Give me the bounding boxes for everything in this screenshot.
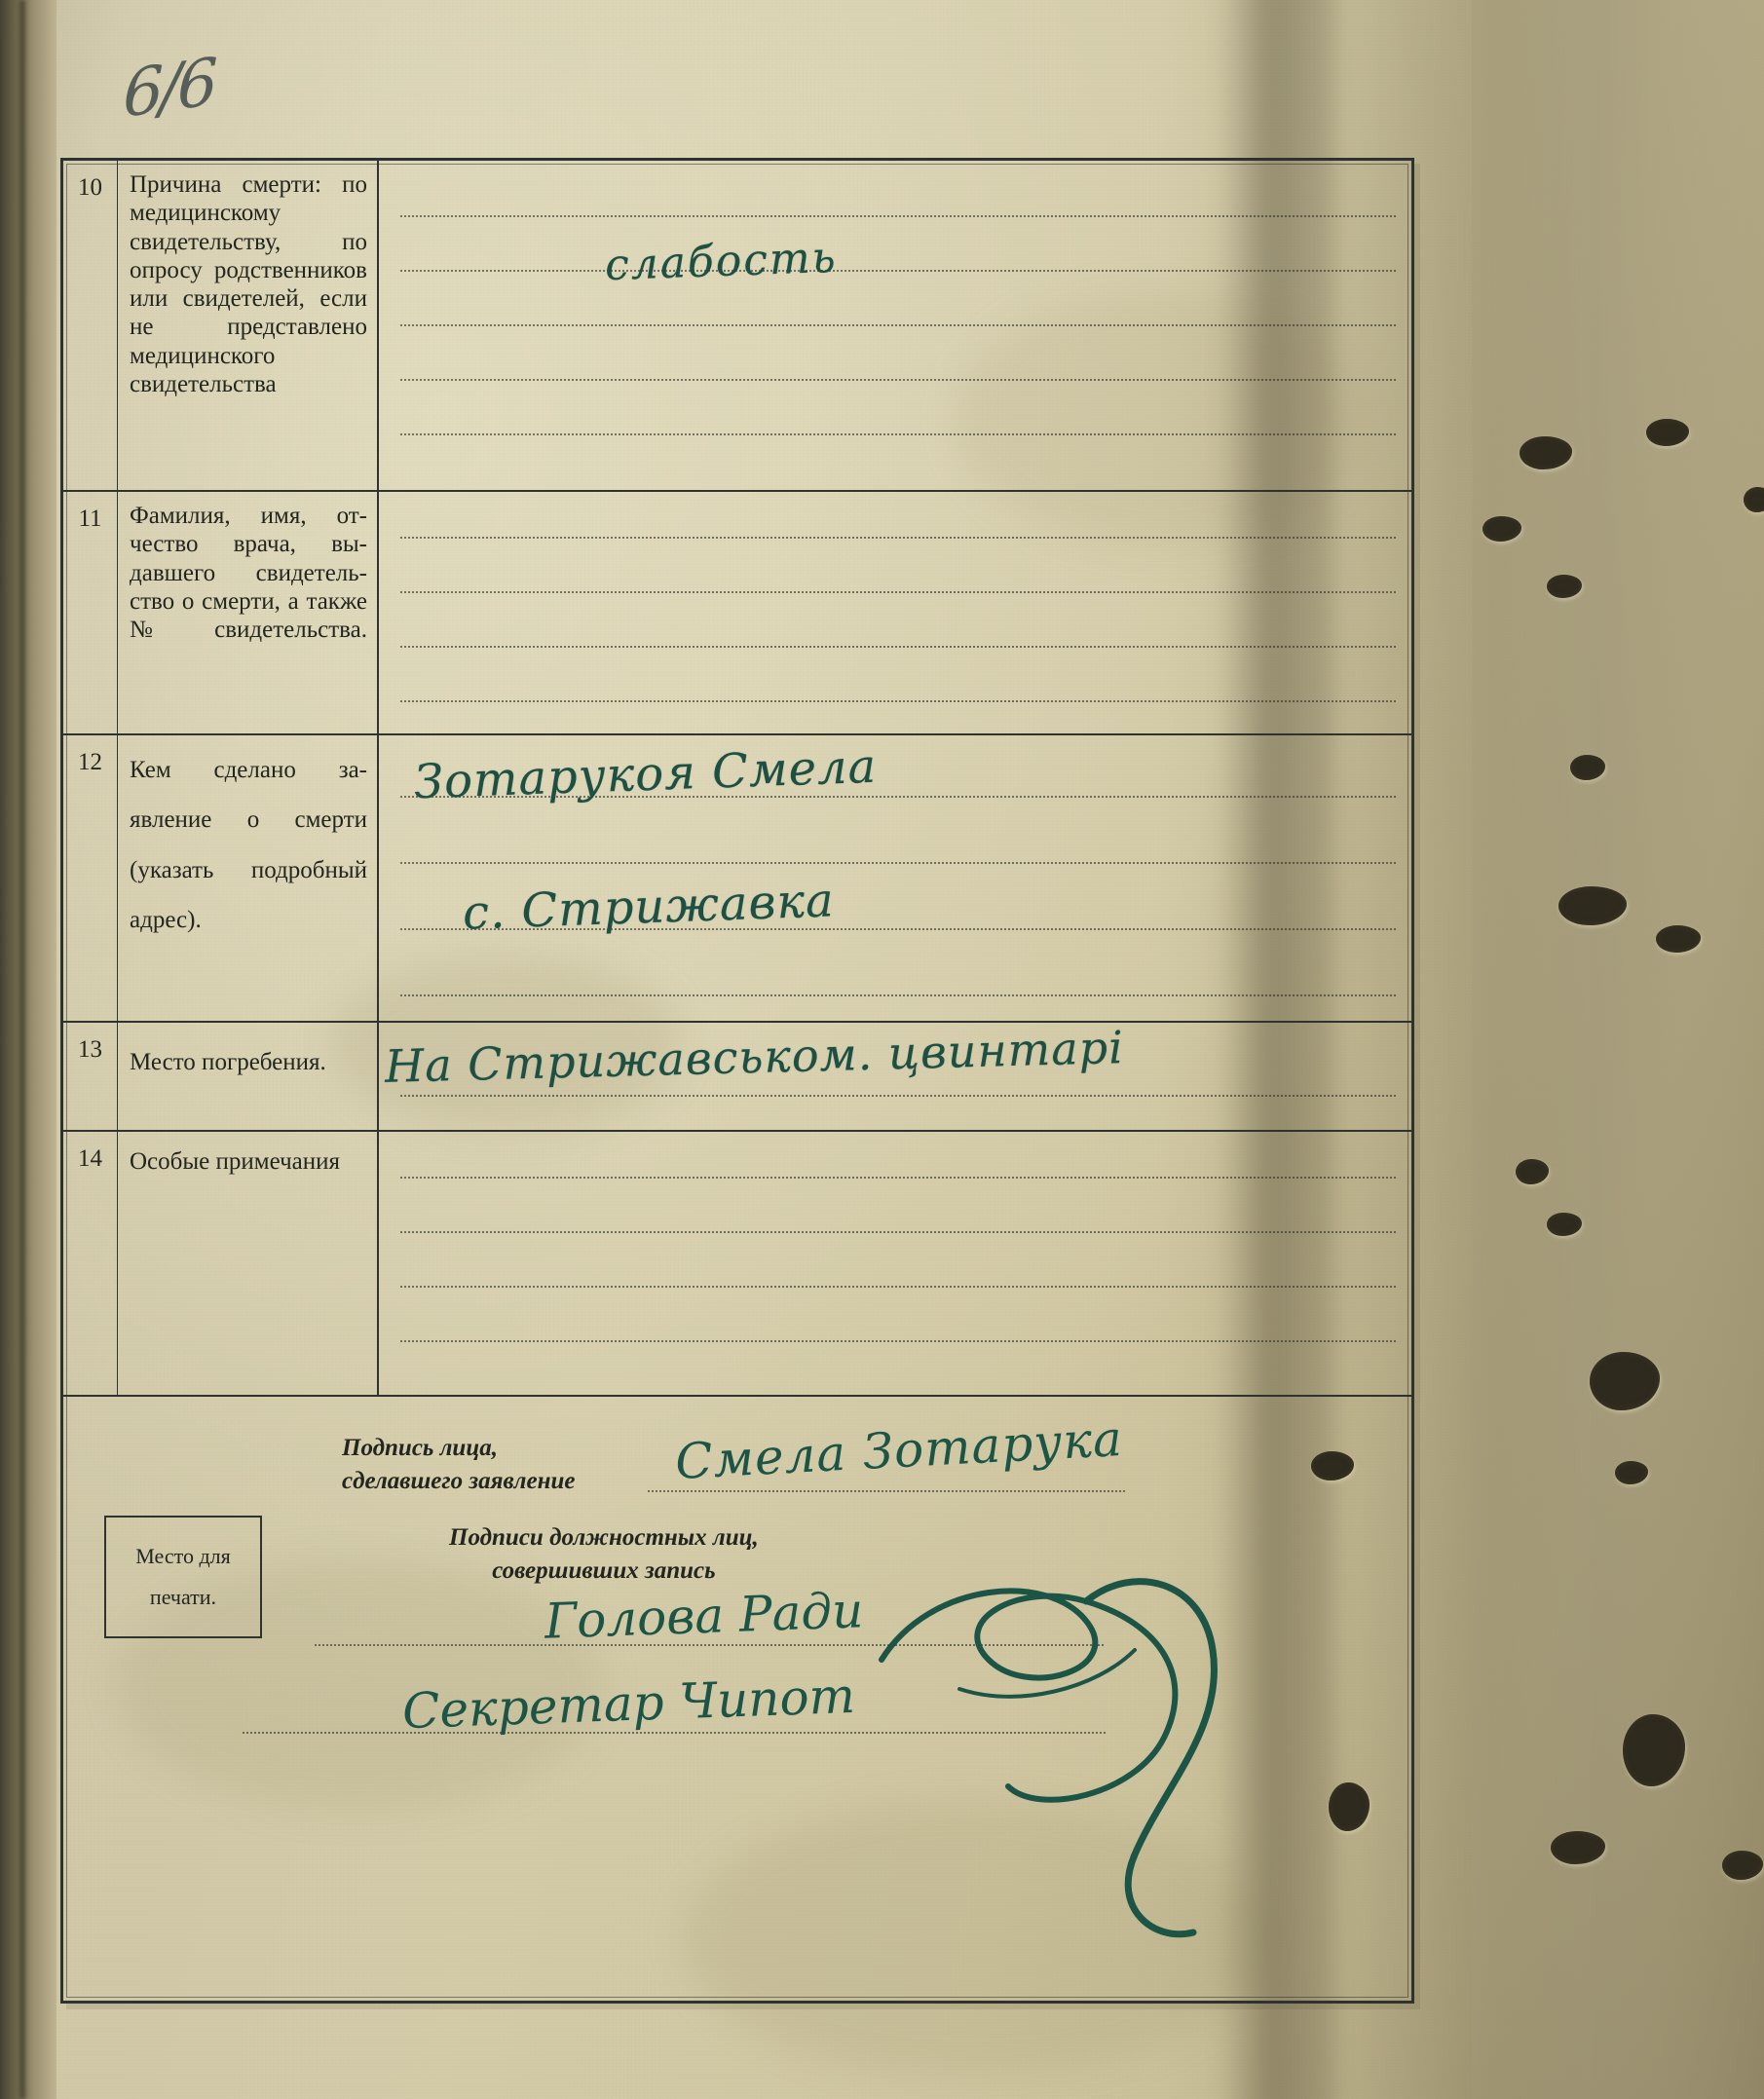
handwriting-declarant-address: с. Стрижавка	[462, 873, 836, 941]
officials-signature-label	[449, 1521, 759, 1588]
row-label-cause-of-death: Причина смерти: по медицинскому свидетельству, по опросу родственников или свидетелей, если не представлено медицинского свидетельства	[118, 161, 379, 490]
declarant-signature: Смела Зотарукa	[673, 1410, 1125, 1490]
table-row	[63, 1132, 1411, 1397]
torn-hole	[1483, 516, 1521, 542]
official-signature-line-1	[315, 1644, 1104, 1646]
torn-hole	[1722, 1851, 1763, 1880]
facing-page	[1472, 0, 1764, 2099]
stamp-box-line2: печати.	[149, 1585, 217, 1609]
handwriting-declarant-name: Зотарукоя Смела	[413, 738, 879, 810]
torn-hole	[1656, 925, 1701, 953]
officials-label-line2: совершивших запись	[492, 1556, 716, 1584]
row-number: 12	[63, 735, 118, 1021]
binding-edge-left	[0, 0, 56, 2099]
row-value-burial-place	[379, 1023, 1411, 1130]
stamp-box-line1: Место для	[135, 1544, 231, 1569]
official-signature-1: Голова Ради	[544, 1582, 865, 1650]
torn-hole	[1516, 1159, 1549, 1184]
handwriting-burial-place: На Стрижавськом. цвинтарі	[384, 1021, 1125, 1093]
folio-number: 6/6	[122, 43, 215, 133]
row-label-declarant: Кем сделано заявление о смерти (указать подробный адрес).	[118, 735, 379, 1021]
signature-flourish	[843, 1543, 1291, 1952]
death-record-form	[60, 158, 1414, 2004]
torn-hole	[1520, 436, 1572, 469]
official-signature-2: Секретар Чипот	[401, 1667, 856, 1741]
handwriting-cause-of-death: слабость	[604, 232, 839, 291]
row-value-cause-of-death	[379, 161, 1411, 490]
table-row	[63, 735, 1411, 1023]
torn-hole	[1558, 886, 1627, 925]
row-label-doctor-name: Фамилия, имя, отчество врача, выдавшего свидетельство о смерти, а также № свидетельства.	[118, 492, 379, 733]
row-number: 14	[63, 1132, 118, 1395]
row-number: 13	[63, 1023, 118, 1130]
torn-hole	[1615, 1461, 1648, 1484]
row-number: 11	[63, 492, 118, 733]
torn-hole	[1590, 1352, 1660, 1410]
torn-hole	[1551, 1831, 1605, 1864]
declarant-label-line1: Подпись лица,	[342, 1435, 498, 1461]
declarant-label-line2: сделавшего заявление	[342, 1467, 576, 1494]
table-row	[63, 492, 1411, 735]
declarant-signature-line	[648, 1490, 1125, 1492]
officials-label-line1: Подписи должностных лиц,	[449, 1524, 759, 1551]
table-row	[63, 1023, 1411, 1132]
torn-hole	[1744, 487, 1764, 512]
binding-crease	[19, 0, 25, 2099]
official-signature-line-2	[243, 1732, 1106, 1734]
torn-hole	[1646, 419, 1689, 446]
row-number: 10	[63, 161, 118, 490]
signature-section	[63, 1397, 1411, 1991]
row-value-declarant	[379, 735, 1411, 1021]
signature-area	[63, 1397, 1411, 1991]
stamp-placeholder-box	[104, 1516, 262, 1638]
row-label-burial-place: Место погребения.	[118, 1023, 379, 1130]
row-value-doctor-name	[379, 492, 1411, 733]
torn-hole	[1570, 755, 1605, 780]
row-value-special-notes	[379, 1132, 1411, 1395]
declarant-signature-label	[342, 1432, 575, 1498]
row-label-special-notes: Особые примечания	[118, 1132, 379, 1395]
table-row	[63, 161, 1411, 492]
torn-hole	[1547, 1213, 1582, 1236]
torn-hole	[1623, 1714, 1685, 1786]
torn-hole	[1547, 575, 1582, 598]
